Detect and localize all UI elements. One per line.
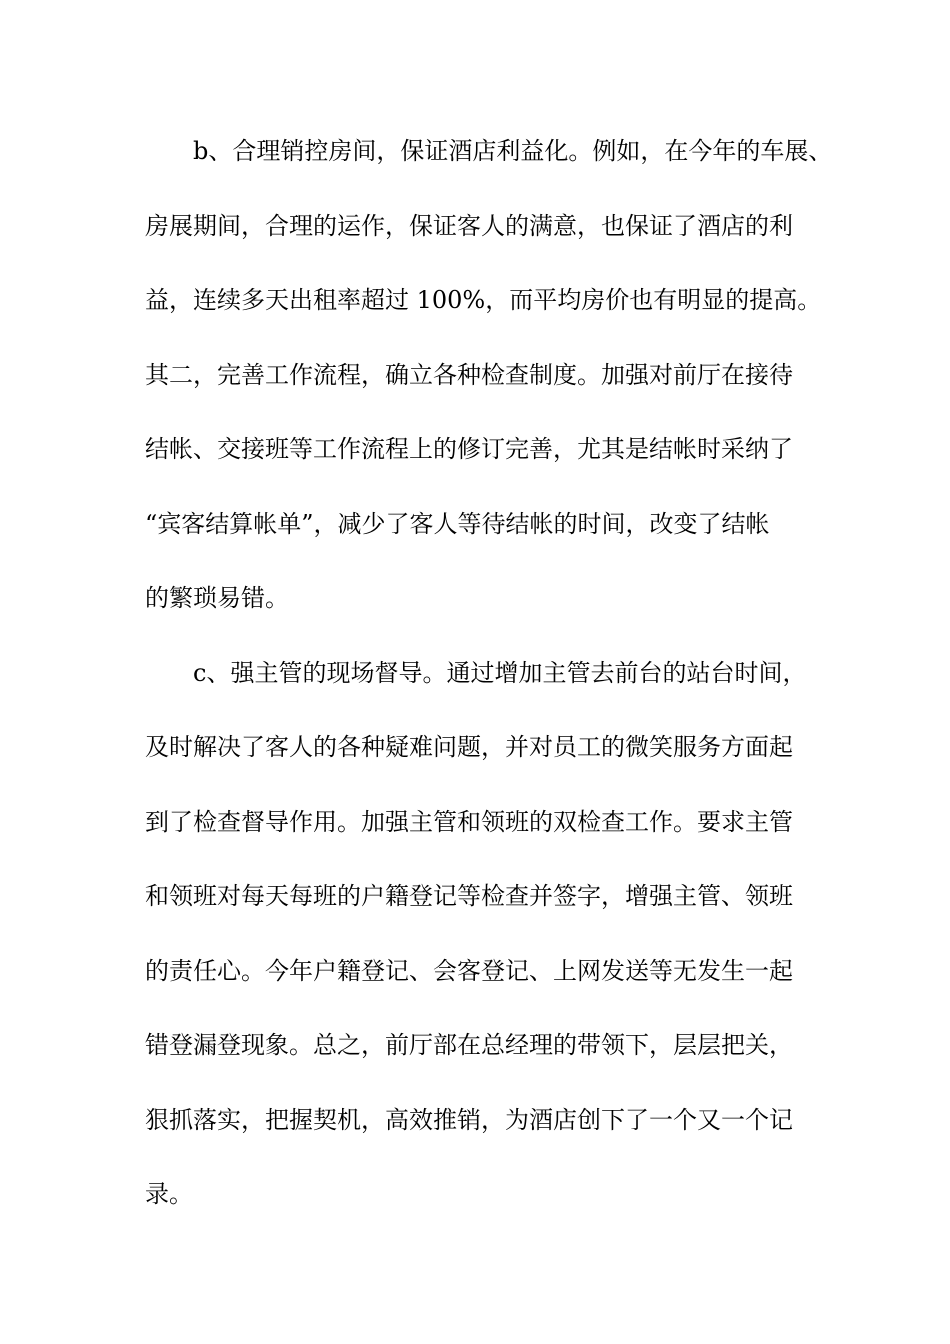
paragraph-line: 和领班对每天每班的户籍登记等检查并签字，增强主管、领班 xyxy=(145,882,793,910)
paragraph-line: “宾客结算帐单”，减少了客人等待结帐的时间，改变了结帐 xyxy=(145,509,770,538)
paragraph-line: 狠抓落实，把握契机，高效推销，为酒店创下了一个又一个记 xyxy=(145,1105,793,1134)
paragraph-line: 房展期间，合理的运作，保证客人的满意，也保证了酒店的利 xyxy=(145,211,793,240)
paragraph-line: 错登漏登现象。总之，前厅部在总经理的带领下，层层把关， xyxy=(145,1031,793,1059)
paragraph-line: 录。 xyxy=(145,1180,193,1208)
paragraph-line: c、强主管的现场督导。通过增加主管去前台的站台时间， xyxy=(193,658,807,687)
paragraph-line: 到了检查督导作用。加强主管和领班的双检查工作。要求主管 xyxy=(145,807,793,836)
paragraph-line: b、合理销控房间，保证酒店利益化。例如，在今年的车展、 xyxy=(193,137,833,165)
paragraph-line: 的繁琐易错。 xyxy=(145,584,289,612)
paragraph-line: 结帐、交接班等工作流程上的修订完善，尤其是结帐时采纳了 xyxy=(145,435,793,463)
body-text xyxy=(145,130,833,1248)
paragraph-line: 及时解决了客人的各种疑难问题，并对员工的微笑服务方面起 xyxy=(145,733,793,761)
paragraph-line: 益，连续多天出租率超过 100%，而平均房价也有明显的提高。 xyxy=(145,286,822,314)
paragraph-line: 的责任心。今年户籍登记、会客登记、上网发送等无发生一起 xyxy=(145,956,793,985)
paragraph-line: 其二，完善工作流程，确立各种检查制度。加强对前厅在接待 xyxy=(145,360,793,389)
